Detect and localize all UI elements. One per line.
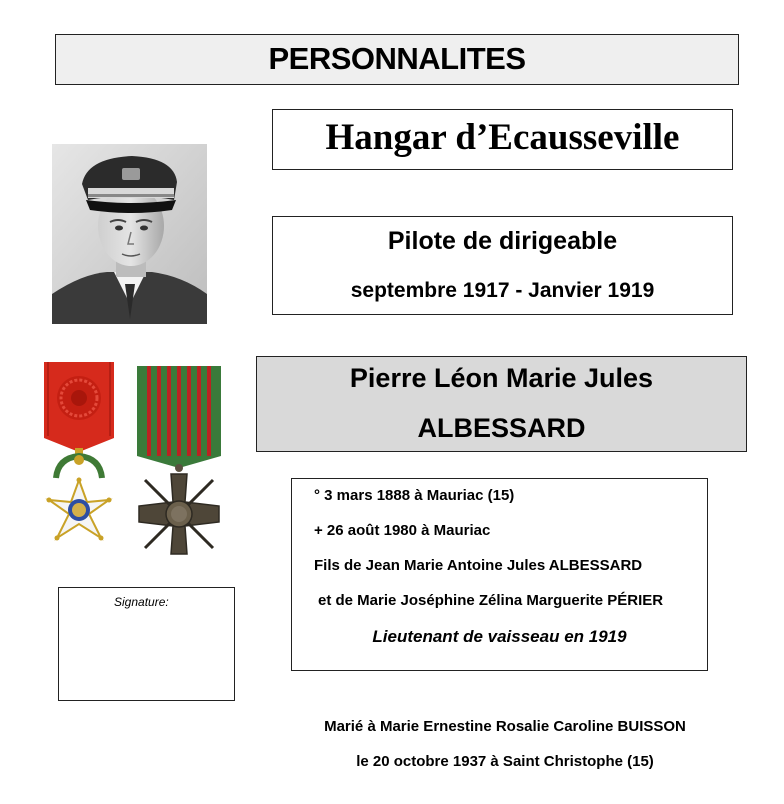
marriage-line-2: le 20 octobre 1937 à Saint Christophe (15) (356, 753, 654, 770)
location-title: Hangar d’Ecausseville (325, 117, 680, 158)
role-title: Pilote de dirigeable (387, 227, 618, 255)
rank-info: Lieutenant de vaisseau en 1919 (372, 627, 627, 646)
title-box (55, 34, 739, 85)
bio-box (291, 478, 708, 671)
croix-de-guerre-medal (133, 364, 225, 564)
father-info: Fils de Jean Marie Antoine Jules ALBESSARD (314, 557, 643, 574)
surname: ALBESSARD (417, 413, 586, 443)
signature-label: Signature: (114, 595, 169, 609)
legion-honneur-medal (38, 360, 120, 560)
role-box (272, 216, 733, 315)
name-box (256, 356, 747, 452)
birth-info: ° 3 mars 1888 à Mauriac (15) (314, 487, 515, 504)
portrait-photo (52, 144, 207, 324)
page-title: PERSONNALITES (268, 41, 526, 76)
role-period: septembre 1917 - Janvier 1919 (350, 279, 655, 302)
marriage-line-1: Marié à Marie Ernestine Rosalie Caroline BUISSON (324, 718, 686, 735)
given-names: Pierre Léon Marie Jules (349, 363, 654, 393)
signature-box (58, 587, 235, 701)
death-info: + 26 août 1980 à Mauriac (314, 522, 491, 539)
location-box (272, 109, 733, 170)
mother-info: et de Marie Joséphine Zélina Marguerite PÉRIER (318, 592, 664, 609)
